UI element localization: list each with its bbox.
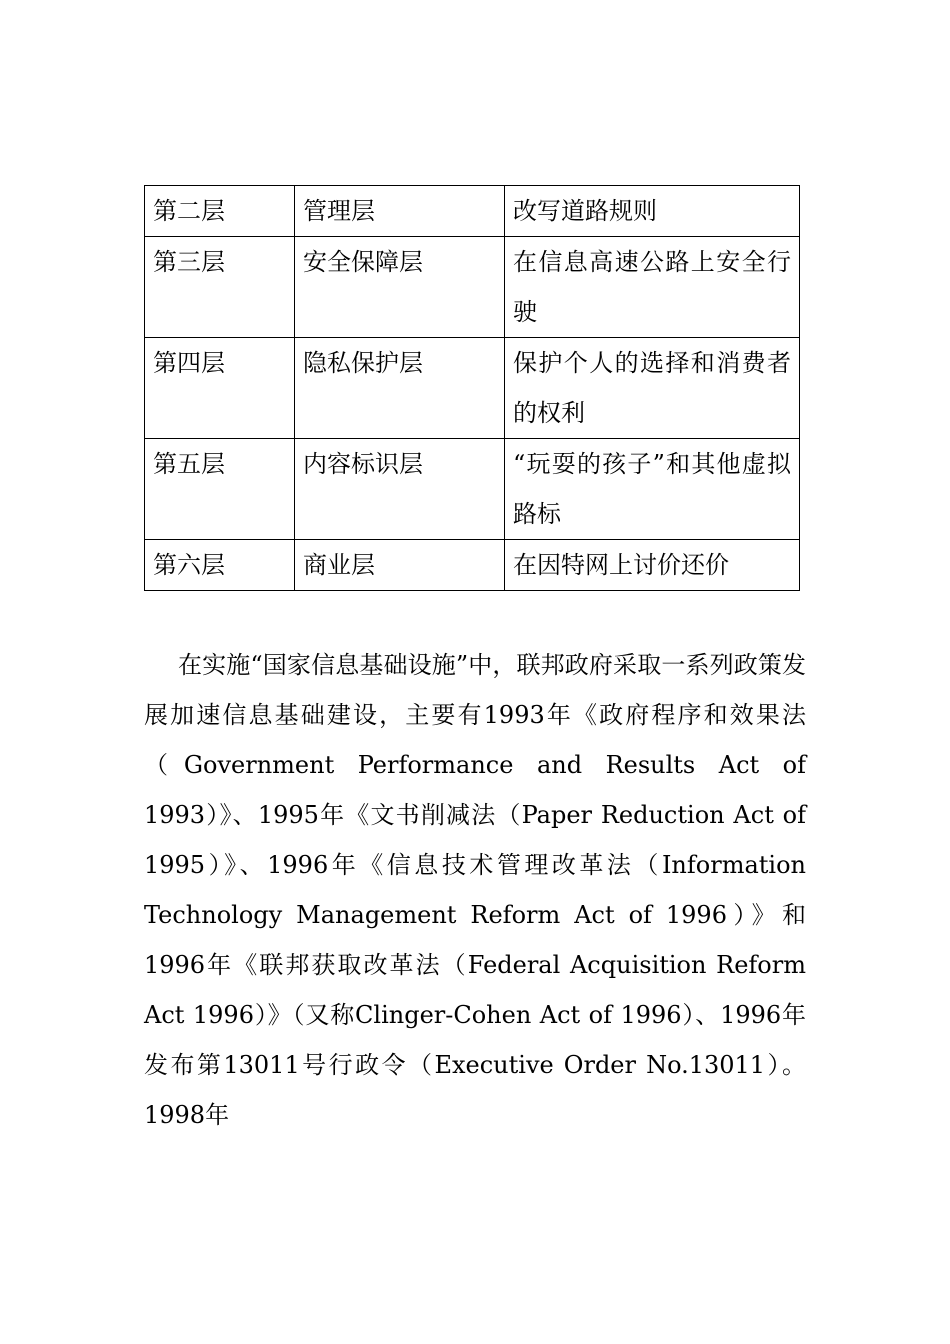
- layer-level-cell: 第五层: [145, 439, 295, 540]
- layer-level-cell: 第三层: [145, 237, 295, 338]
- layer-level-cell: 第四层: [145, 338, 295, 439]
- layer-description-cell: “玩耍的孩子”和其他虚拟路标: [505, 439, 800, 540]
- table-row: [145, 338, 800, 439]
- table-row: [145, 237, 800, 338]
- layer-table: [144, 185, 800, 591]
- layer-level-cell: 第二层: [145, 186, 295, 237]
- layer-description-cell: 在因特网上讨价还价: [505, 540, 800, 591]
- layer-name-cell: 商业层: [295, 540, 505, 591]
- layer-name-cell: 内容标识层: [295, 439, 505, 540]
- table-row: [145, 439, 800, 540]
- layer-name-cell: 安全保障层: [295, 237, 505, 338]
- layer-name-cell: 管理层: [295, 186, 505, 237]
- layer-description-cell: 改写道路规则: [505, 186, 800, 237]
- table-row: [145, 186, 800, 237]
- layer-description-cell: 在信息高速公路上安全行驶: [505, 237, 800, 338]
- table-row: [145, 540, 800, 591]
- layer-level-cell: 第六层: [145, 540, 295, 591]
- body-paragraph: 在实施“国家信息基础设施”中，联邦政府采取一系列政策发展加速信息基础建设，主要有1993年《政府程序和效果法（Government Performance and Results Act of 1993）》、1995年《文书削减法（Paper Reduction Act of 1995）》、1996年《信息技术管理改革法（Information Technology Management Reform Act of 1996）》和1996年《联邦获取改革法（Federal Acquisition Reform Act 1996）》（又称Clinger-Cohen Act of 1996）、1996年发布第13011号行政令（Executive Order No.13011）。1998年: [144, 651, 806, 1129]
- layer-description-cell: 保护个人的选择和消费者的权利: [505, 338, 800, 439]
- layer-name-cell: 隐私保护层: [295, 338, 505, 439]
